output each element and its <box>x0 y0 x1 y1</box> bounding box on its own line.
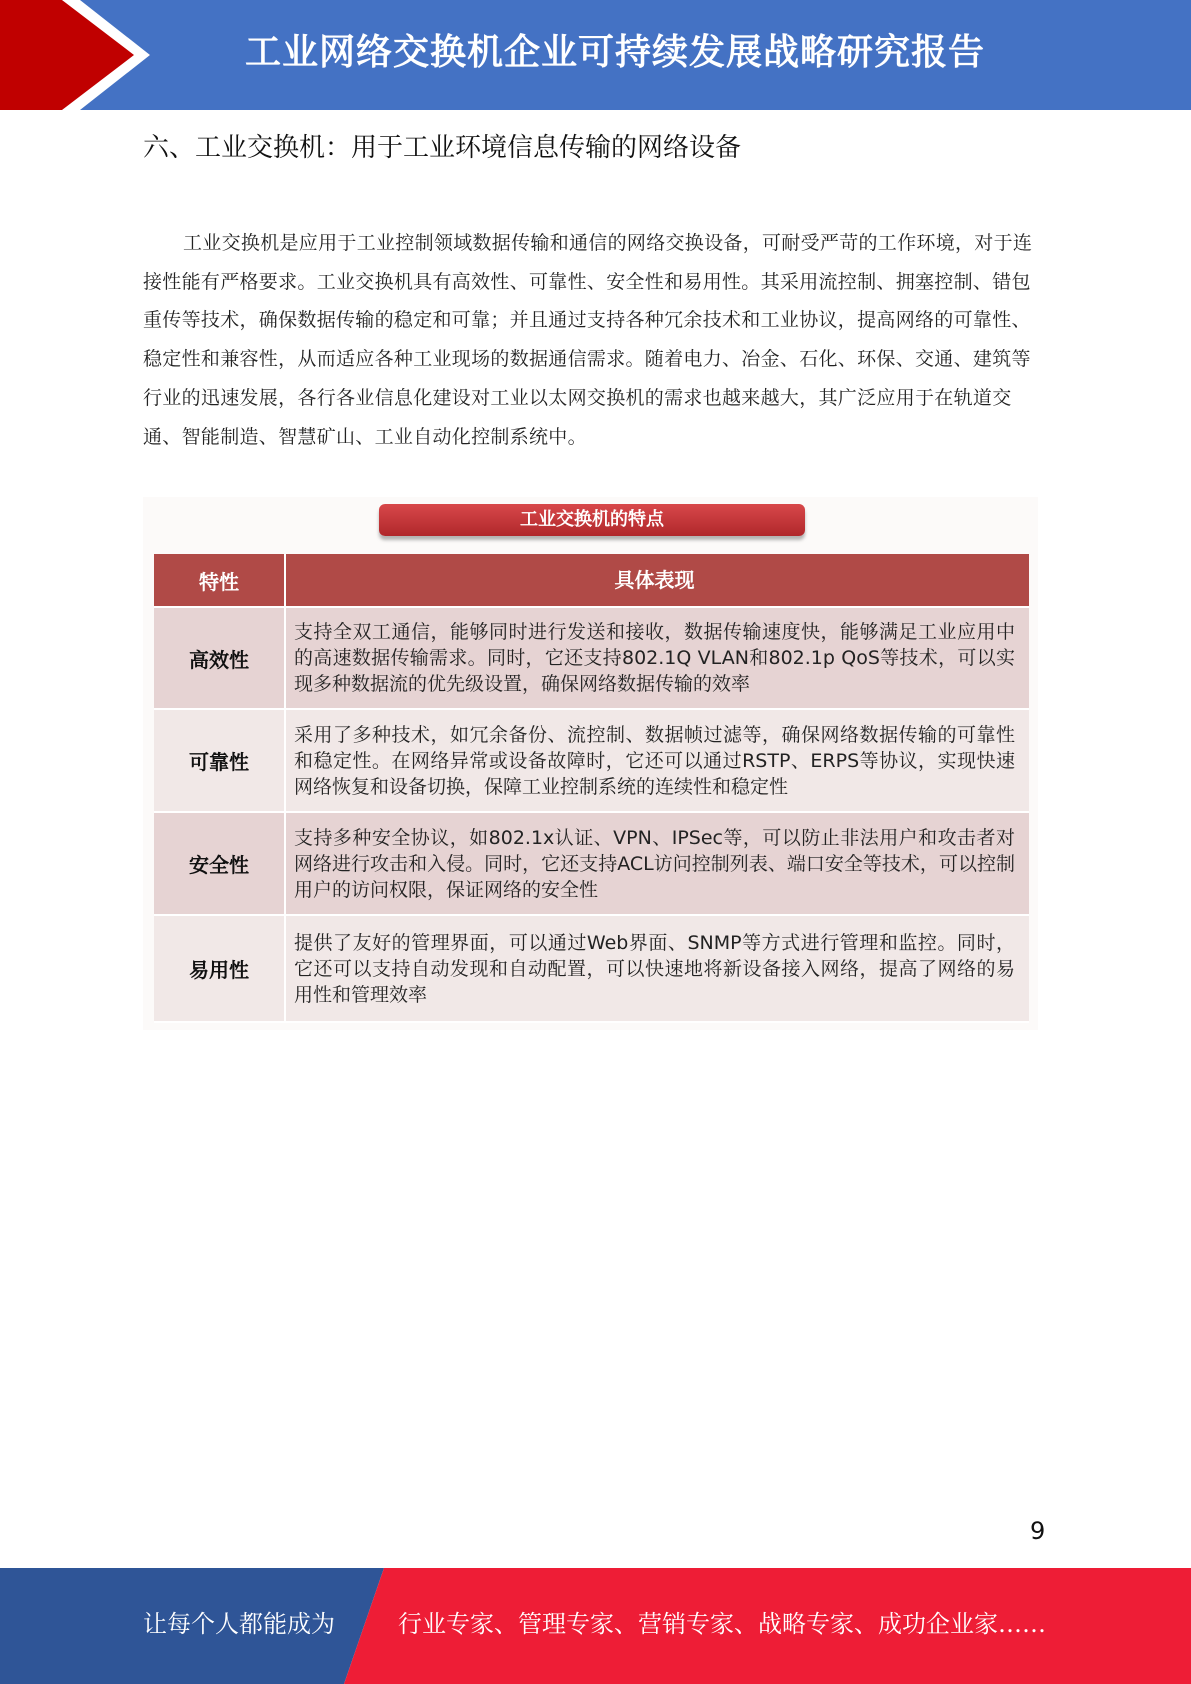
header-banner <box>0 0 1191 110</box>
table-row <box>154 916 1029 1023</box>
figure-title: 工业交换机的特点 <box>379 504 805 536</box>
column-header-detail: 具体表现 <box>614 568 695 592</box>
feature-cell: 可靠性 <box>154 710 286 811</box>
footer-slogan-left: 让每个人都能成为 <box>143 1610 335 1638</box>
table-header-row <box>154 554 1029 608</box>
report-title: 工业网络交换机企业可持续发展战略研究报告 <box>245 32 986 73</box>
detail-cell: 采用了多种技术，如冗余备份、流控制、数据帧过滤等，确保网络数据传输的可靠性和稳定性。在网络异常或设备故障时，它还可以通过RSTP、ERPS等协议，实现快速网络恢复和设备切换，保障工业控制系统的连续性和稳定性 <box>294 723 1015 798</box>
features-table <box>154 554 1029 1023</box>
feature-cell: 易用性 <box>154 916 286 1021</box>
header-arrow-decoration <box>0 0 160 110</box>
footer-slogan-right: 行业专家、管理专家、营销专家、战略专家、成功企业家…… <box>398 1610 1046 1638</box>
footer-banner <box>0 1568 1191 1684</box>
body-paragraph: 工业交换机是应用于工业控制领域数据传输和通信的网络交换设备，可耐受严苛的工作环境，对于连接性能有严格要求。工业交换机具有高效性、可靠性、安全性和易用性。其采用流控制、拥塞控制、错包重传等技术，确保数据传输的稳定和可靠；并且通过支持各种冗余技术和工业协议，提高网络的可靠性、稳定性和兼容性，从而适应各种工业现场的数据通信需求。随着电力、冶金、石化、环保、交通、建筑等行业的迅速发展，各行各业信息化建设对工业以太网交换机的需求也越来越大，其广泛应用于在轨道交通、智能制造、智慧矿山、工业自动化控制系统中。 <box>143 232 1033 448</box>
section-heading: 六、工业交换机：用于工业环境信息传输的网络设备 <box>143 133 742 163</box>
feature-cell: 高效性 <box>154 608 286 708</box>
features-figure <box>143 497 1038 1030</box>
page-number: 9 <box>1030 1517 1046 1545</box>
detail-cell: 提供了友好的管理界面，可以通过Web界面、SNMP等方式进行管理和监控。同时，它还可以支持自动发现和自动配置，可以快速地将新设备接入网络，提高了网络的易用性和管理效率 <box>294 931 1015 1006</box>
column-header-feature: 特性 <box>154 554 286 606</box>
detail-cell: 支持多种安全协议，如802.1x认证、VPN、IPSec等，可以防止非法用户和攻击者对网络进行攻击和入侵。同时，它还支持ACL访问控制列表、端口安全等技术，可以控制用户的访问权限，保证网络的安全性 <box>294 826 1015 901</box>
table-row <box>154 710 1029 813</box>
table-row <box>154 813 1029 916</box>
table-row <box>154 608 1029 710</box>
feature-cell: 安全性 <box>154 813 286 914</box>
detail-cell: 支持全双工通信，能够同时进行发送和接收，数据传输速度快，能够满足工业应用中的高速数据传输需求。同时，它还支持802.1Q VLAN和802.1p QoS等技术，可以实现多种数据流的优先级设置，确保网络数据传输的效率 <box>294 621 1015 695</box>
